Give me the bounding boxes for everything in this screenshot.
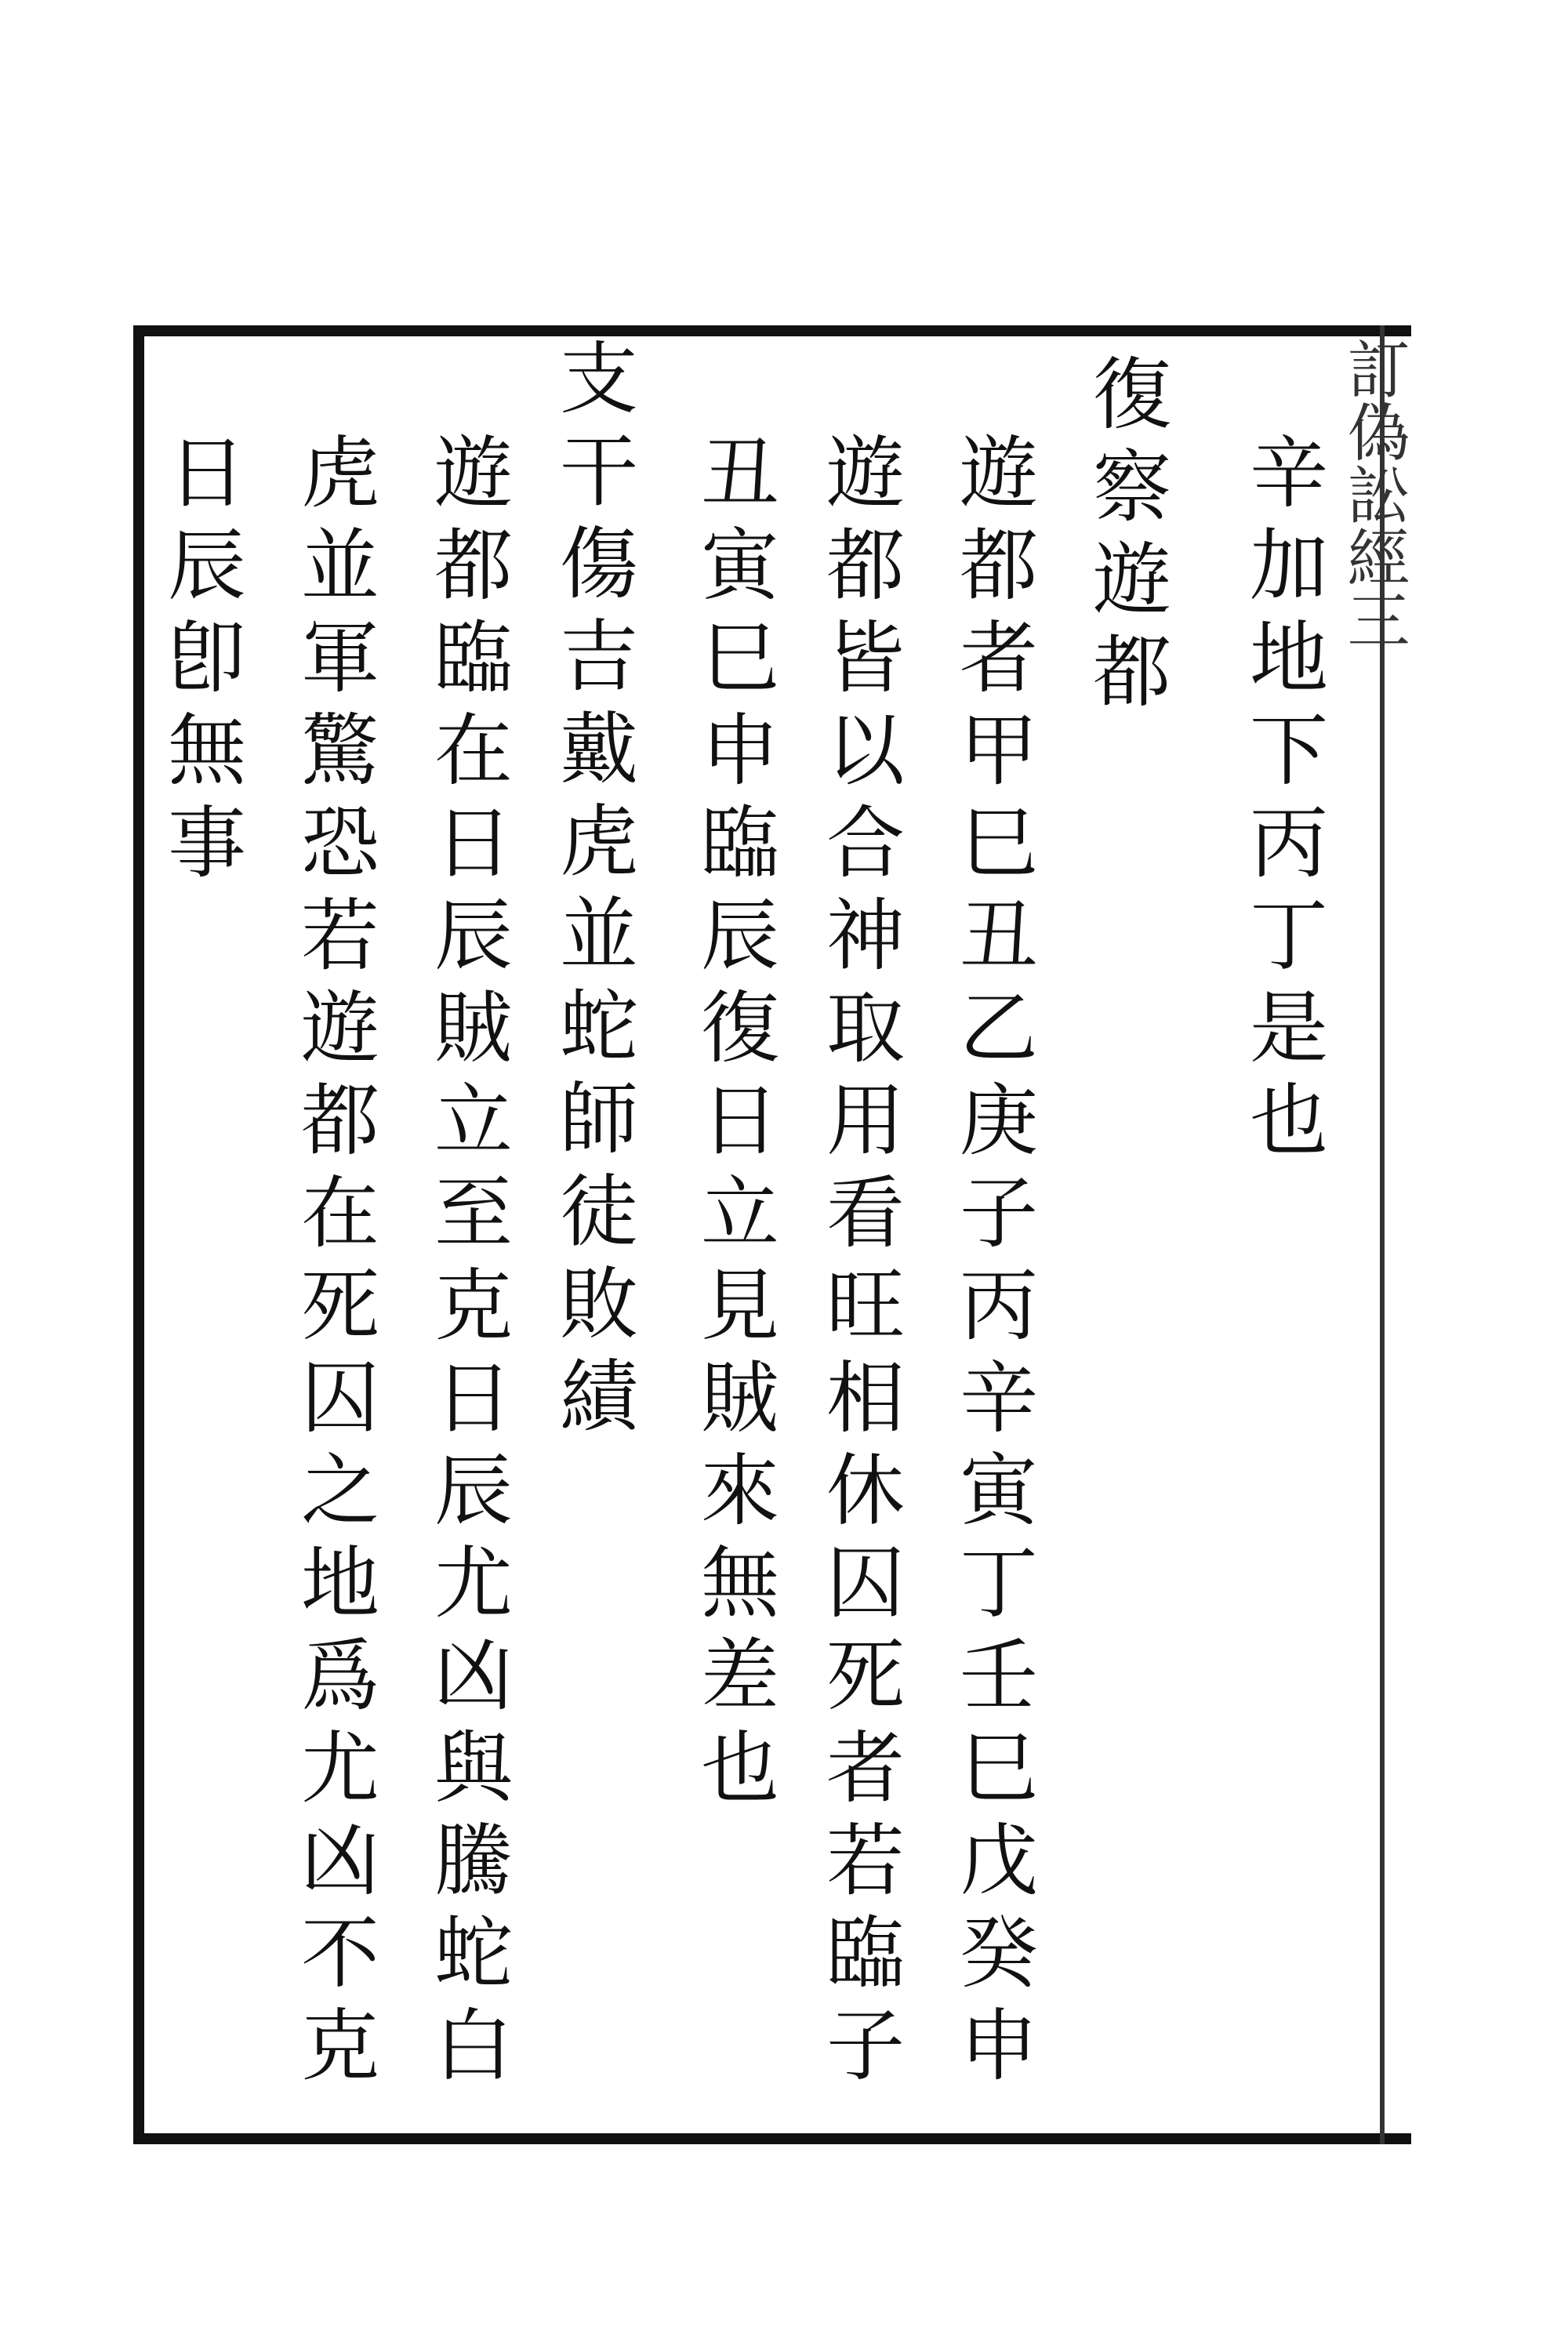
text-column-5 [688,431,779,1819]
column-text: 丑寅巳申臨辰復日立見賊來無差也 [688,431,779,1819]
text-column-9 [154,431,246,894]
text-column-6 [546,337,638,1447]
column-text: 遊都臨在日辰賊立至克日辰尤凶與騰蛇白 [421,431,513,2096]
running-head-text: 訂偽訟經三 [1337,337,1410,651]
text-column-4 [813,431,905,2096]
text-column-2 [1080,353,1171,723]
text-column-8 [288,431,379,2096]
column-text: 遊都者甲巳丑乙庚子丙辛寅丁壬巳戊癸申 [946,431,1038,2096]
text-column-3 [946,431,1038,2096]
column-text: 辛加地下丙丁是也 [1236,431,1328,1171]
column-text: 復察遊都 [1080,353,1171,723]
column-text: 遊都皆以合神取用看旺相休囚死者若臨子 [813,431,905,2096]
text-column-7 [421,431,513,2096]
text-column-1 [1236,431,1328,1171]
column-text: 虎並軍驚恐若遊都在死囚之地爲尤凶不克 [288,431,379,2096]
column-text: 日辰卽無事 [154,431,246,894]
column-text: 支干傷吉戴虎並蛇師徒敗績 [546,337,638,1447]
